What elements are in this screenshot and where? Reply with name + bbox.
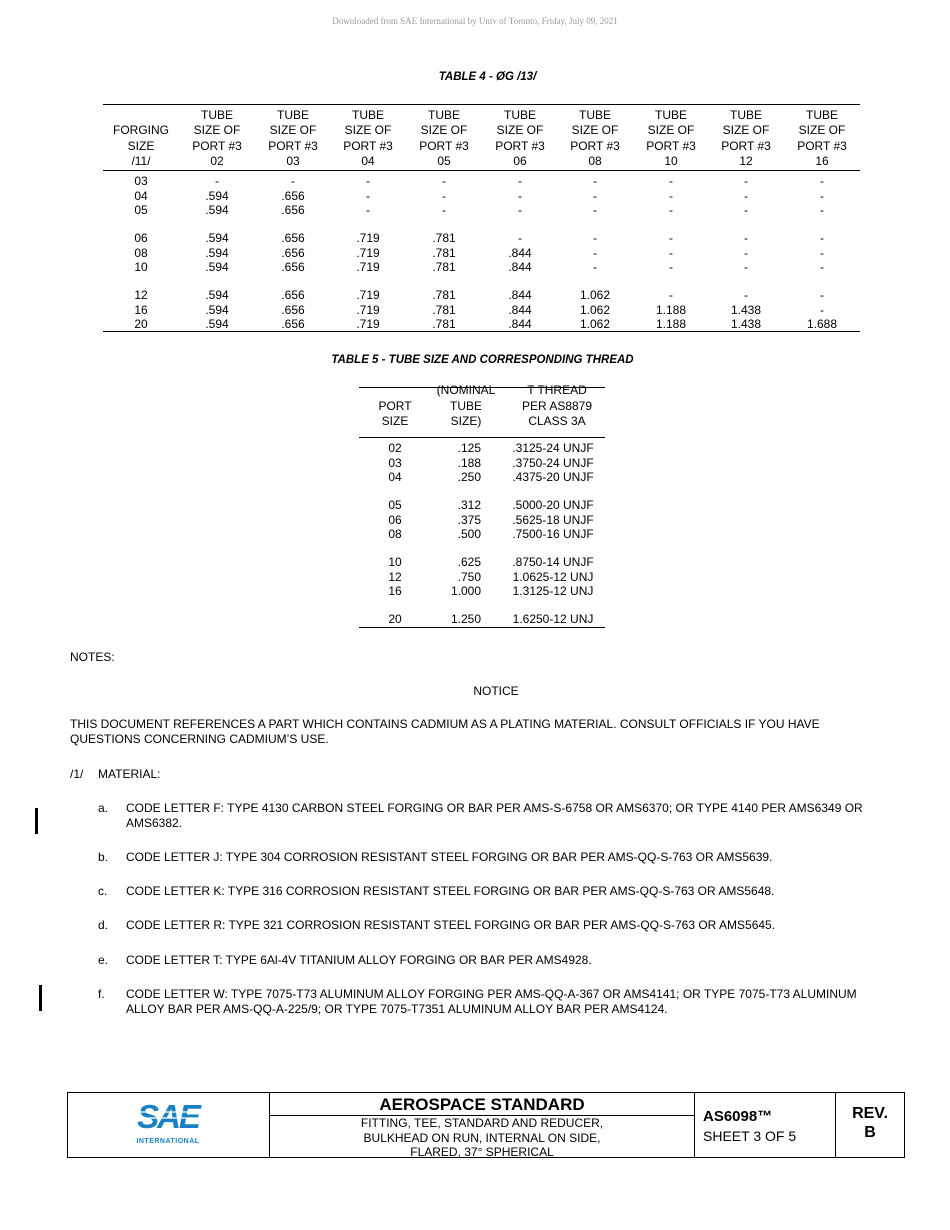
table-cell: -: [215, 174, 219, 188]
table-cell: -: [518, 203, 522, 217]
table-cell: .844: [508, 288, 532, 302]
column-header-tube-size: PORT #3: [570, 138, 620, 153]
column-header-tube-size: SIZE OF: [420, 123, 468, 137]
material-number: /1/: [70, 767, 84, 781]
column-header-tube-size: TUBE: [805, 107, 838, 122]
thread-cell: .3125-24 UNJF: [512, 441, 594, 455]
table-cell: .594: [205, 245, 229, 260]
thread-cell: .7500-16 UNJF: [512, 527, 594, 541]
column-header-tube-size: TUBE: [351, 107, 384, 122]
table-cell: .594: [205, 302, 229, 317]
material-item-letter: f.: [98, 987, 105, 1001]
port-size-cell: 10: [388, 555, 402, 569]
table-cell: -: [366, 174, 370, 188]
table-cell: .719: [356, 245, 380, 260]
material-item-letter: d.: [98, 918, 109, 932]
column-header-tube-size: PORT #3: [268, 138, 318, 153]
table-cell: .656: [281, 245, 305, 260]
table-cell: .781: [432, 302, 456, 317]
column-header-forging-size: FORGING: [113, 123, 169, 137]
table-cell: -: [593, 245, 597, 260]
table-cell: -: [366, 188, 370, 203]
table-cell: -: [669, 245, 673, 260]
column-header-tube-size: 16: [815, 154, 829, 168]
table-cell: .656: [281, 188, 305, 203]
nominal-tube-size-cell: .375: [457, 512, 481, 527]
column-header-tube-size: TUBE: [427, 107, 460, 122]
table-cell: .719: [356, 317, 380, 331]
table-cell: 1.438: [730, 302, 762, 317]
nominal-tube-size-cell: .625: [457, 555, 481, 569]
title-block: [67, 1092, 905, 1158]
port-size-cell: 12: [388, 569, 402, 584]
table-cell: .594: [205, 260, 229, 274]
table-cell: -: [744, 203, 748, 217]
table-cell: 1.062: [579, 317, 611, 331]
column-header-tube-size: PORT #3: [797, 138, 847, 153]
port-size-cell: 04: [388, 470, 402, 484]
material-item-letter: b.: [98, 850, 109, 864]
table-cell: -: [820, 302, 824, 317]
doc-number: AS6098™: [703, 1108, 773, 1125]
table-cell: -: [669, 288, 673, 302]
table-cell: .594: [205, 288, 229, 302]
table-cell: -: [820, 188, 824, 203]
material-item-letter: a.: [98, 801, 109, 815]
table-cell: -: [291, 174, 295, 188]
table-cell: -: [366, 203, 370, 217]
table-cell: -: [820, 245, 824, 260]
table-cell: .719: [356, 302, 380, 317]
table-cell: -: [593, 203, 597, 217]
table-cell: .781: [432, 231, 456, 245]
table-cell: -: [744, 288, 748, 302]
table-cell: .719: [356, 288, 380, 302]
table-cell: -: [593, 260, 597, 274]
forging-size-cell: 16: [134, 302, 148, 317]
table5-header-rule: [359, 437, 605, 438]
column-header-tube-size: SIZE OF: [269, 123, 317, 137]
revision-cell: [836, 1093, 904, 1157]
column-header-tube-size: PORT #3: [721, 138, 771, 153]
table-cell: -: [744, 245, 748, 260]
material-label: MATERIAL:: [98, 767, 161, 781]
table-cell: .781: [432, 288, 456, 302]
notes-heading: NOTES:: [70, 650, 115, 664]
nominal-tube-size-cell: 1.250: [450, 612, 481, 626]
table-cell: 1.688: [806, 317, 838, 331]
column-header-tube-size: PORT #3: [192, 138, 242, 153]
material-item-letter: e.: [98, 953, 109, 967]
table-cell: -: [669, 203, 673, 217]
material-item-text: CODE LETTER W: TYPE 7075-T73 ALUMINUM ALLOY FORGING PER AMS-QQ-A-367 OR AMS4141; OR TYPE 7075-T73 ALUMINUM ALLOY BAR PER AMS-QQ-A-225/9; OR TYPE 7075-T7351 ALUMINUM ALLOY BAR PER AMS4124.: [126, 987, 857, 1016]
notice-text: THIS DOCUMENT REFERENCES A PART WHICH CONTAINS CADMIUM AS A PLATING MATERIAL. CONSULT OFFICIALS IF YOU HAVE QUESTIONS CONCERNING CADMIUM’S USE.: [70, 717, 820, 746]
table-cell: .656: [281, 203, 305, 217]
rev-label: REV.: [852, 1105, 888, 1122]
logo-subtext: INTERNATIONAL: [136, 1138, 200, 1145]
column-header-tube-size: 02: [210, 154, 224, 168]
thread-cell: .5625-18 UNJF: [512, 512, 594, 527]
thread-cell: .5000-20 UNJF: [512, 498, 594, 512]
table-cell: 1.188: [655, 317, 687, 331]
table-cell: .781: [432, 260, 456, 274]
column-header-tube-size: TUBE: [503, 107, 536, 122]
forging-size-cell: 10: [134, 260, 148, 274]
nominal-tube-size-cell: .500: [457, 527, 481, 541]
table-cell: -: [820, 231, 824, 245]
table-cell: .594: [205, 188, 229, 203]
table-cell: -: [744, 188, 748, 203]
table-cell: -: [744, 260, 748, 274]
forging-size-cell: 12: [134, 288, 148, 302]
table-cell: 1.188: [655, 302, 687, 317]
column-header-tube-size: TUBE: [654, 107, 687, 122]
table-cell: .781: [432, 245, 456, 260]
column-header: PER AS8879: [521, 398, 593, 413]
change-bar: [39, 985, 42, 1011]
notice-heading: NOTICE: [473, 684, 519, 698]
table-cell: -: [518, 188, 522, 203]
column-header-tube-size: SIZE OF: [722, 123, 770, 137]
table-cell: .656: [281, 288, 305, 302]
table-cell: .656: [281, 260, 305, 274]
doc-title: FITTING, TEE, STANDARD AND REDUCER, BULKHEAD ON RUN, INTERNAL ON SIDE, FLARED, 37° SPHERICAL: [360, 1116, 604, 1159]
material-item-text: CODE LETTER J: TYPE 304 CORROSION RESISTANT STEEL FORGING OR BAR PER AMS-QQ-S-763 OR AMS5639.: [126, 850, 773, 864]
table-cell: 1.062: [579, 302, 611, 317]
thread-cell: .8750-14 UNJF: [512, 555, 594, 569]
column-header-forging-size: SIZE: [127, 138, 155, 153]
download-watermark: Downloaded from SAE International by Univ of Toronto, Friday, July 09, 2021: [332, 16, 618, 26]
column-header: SIZE: [381, 414, 409, 428]
material-item-text: CODE LETTER K: TYPE 316 CORROSION RESISTANT STEEL FORGING OR BAR PER AMS-QQ-S-763 OR AMS5648.: [126, 884, 775, 898]
forging-size-cell: 04: [134, 188, 148, 203]
column-header-tube-size: PORT #3: [646, 138, 696, 153]
nominal-tube-size-cell: .750: [457, 569, 481, 584]
nominal-tube-size-cell: .250: [457, 470, 481, 484]
table5-bottom-rule: [359, 627, 605, 628]
thread-cell: .4375-20 UNJF: [512, 470, 594, 484]
material-item-text: CODE LETTER F: TYPE 4130 CARBON STEEL FORGING OR BAR PER AMS-S-6758 OR AMS6370; OR TYPE 4140 PER AMS6349 OR AMS6382.: [126, 801, 863, 830]
column-header-tube-size: 05: [437, 154, 451, 168]
table5-title: TABLE 5 - TUBE SIZE AND CORRESPONDING THREAD: [331, 354, 634, 366]
table-cell: -: [518, 231, 522, 245]
column-header-tube-size: PORT #3: [419, 138, 469, 153]
forging-size-cell: 08: [134, 245, 148, 260]
table-cell: -: [669, 231, 673, 245]
port-size-cell: 16: [388, 584, 402, 598]
table-cell: .844: [508, 302, 532, 317]
table-cell: -: [669, 260, 673, 274]
change-bar: [35, 808, 38, 834]
table-cell: -: [820, 203, 824, 217]
table-cell: .781: [432, 317, 456, 331]
column-header: TUBE: [449, 398, 482, 413]
forging-size-cell: 06: [134, 231, 148, 245]
table-cell: .719: [356, 231, 380, 245]
forging-size-cell: 20: [134, 317, 148, 331]
table-cell: -: [820, 288, 824, 302]
table-cell: -: [744, 231, 748, 245]
table-cell: -: [518, 174, 522, 188]
column-header-tube-size: SIZE OF: [647, 123, 695, 137]
column-header-tube-size: SIZE OF: [496, 123, 544, 137]
column-header-tube-size: TUBE: [276, 107, 309, 122]
table-cell: .719: [356, 260, 380, 274]
thread-cell: .3750-24 UNJF: [512, 455, 594, 470]
title-cell: [270, 1093, 695, 1157]
nominal-tube-size-cell: .125: [457, 441, 481, 455]
port-size-cell: 06: [388, 512, 402, 527]
table-cell: -: [442, 203, 446, 217]
column-header-tube-size: SIZE OF: [344, 123, 392, 137]
column-header-tube-size: PORT #3: [495, 138, 545, 153]
material-item-text: CODE LETTER T: TYPE 6Al-4V TITANIUM ALLOY FORGING OR BAR PER AMS4928.: [126, 953, 592, 967]
column-header-tube-size: SIZE OF: [798, 123, 846, 137]
table-cell: .844: [508, 317, 532, 331]
thread-cell: 1.0625-12 UNJ: [512, 569, 594, 584]
table-cell: -: [669, 188, 673, 203]
port-size-cell: 20: [388, 612, 402, 626]
table-cell: .844: [508, 260, 532, 274]
table-cell: -: [744, 174, 748, 188]
logo-cell: [68, 1093, 270, 1157]
column-header-tube-size: TUBE: [578, 107, 611, 122]
forging-size-cell: 03: [134, 174, 148, 188]
sae-logo: [68, 1099, 268, 1145]
table-cell: 1.438: [730, 317, 762, 331]
column-header-tube-size: 03: [286, 154, 300, 168]
standard-type: AEROSPACE STANDARD: [379, 1095, 585, 1114]
table-cell: .594: [205, 203, 229, 217]
thread-cell: 1.3125-12 UNJ: [512, 584, 594, 598]
logo-text: SAE: [137, 1099, 199, 1135]
table-cell: .656: [281, 302, 305, 317]
column-header-tube-size: 12: [739, 154, 753, 168]
table-cell: .656: [281, 317, 305, 331]
table-cell: 1.062: [579, 288, 611, 302]
rev-value: B: [864, 1124, 876, 1141]
column-header-tube-size: 08: [588, 154, 602, 168]
column-header: T THREAD: [527, 383, 587, 397]
column-header-tube-size: 04: [361, 154, 375, 168]
table-cell: -: [669, 174, 673, 188]
sheet-number: SHEET 3 OF 5: [703, 1128, 797, 1144]
column-header-tube-size: SIZE OF: [571, 123, 619, 137]
table-cell: -: [593, 231, 597, 245]
column-header-forging-size: /11/: [131, 154, 151, 168]
port-size-cell: 08: [388, 527, 402, 541]
table-cell: .656: [281, 231, 305, 245]
table4-title: TABLE 4 - ØG /13/: [438, 71, 537, 83]
column-header: SIZE): [450, 414, 482, 428]
column-header-tube-size: TUBE: [200, 107, 233, 122]
nominal-tube-size-cell: .312: [457, 498, 481, 512]
column-header-tube-size: TUBE: [729, 107, 762, 122]
doc-number-cell: [695, 1093, 836, 1157]
column-header-tube-size: 10: [664, 154, 678, 168]
table-cell: .594: [205, 317, 229, 331]
port-size-cell: 02: [388, 441, 402, 455]
column-header-tube-size: SIZE OF: [193, 123, 241, 137]
forging-size-cell: 05: [134, 203, 148, 217]
material-item-letter: c.: [98, 884, 108, 898]
port-size-cell: 03: [388, 455, 402, 470]
table-cell: -: [820, 260, 824, 274]
sae-logo-icon: [133, 1099, 203, 1137]
port-size-cell: 05: [388, 498, 402, 512]
table-cell: -: [442, 188, 446, 203]
nominal-tube-size-cell: .188: [457, 455, 481, 470]
table-cell: .844: [508, 245, 532, 260]
column-header-tube-size: PORT #3: [343, 138, 393, 153]
table-cell: -: [593, 188, 597, 203]
column-header-tube-size: 06: [513, 154, 527, 168]
table-cell: .594: [205, 231, 229, 245]
table-cell: -: [820, 174, 824, 188]
material-item-text: CODE LETTER R: TYPE 321 CORROSION RESISTANT STEEL FORGING OR BAR PER AMS-QQ-S-763 OR AMS5645.: [126, 918, 776, 932]
table-cell: -: [593, 174, 597, 188]
table-cell: -: [442, 174, 446, 188]
nominal-tube-size-cell: 1.000: [450, 584, 481, 598]
column-header: CLASS 3A: [528, 414, 586, 428]
thread-cell: 1.6250-12 UNJ: [512, 612, 594, 626]
column-header: (NOMINAL: [436, 383, 496, 397]
column-header: PORT: [378, 398, 412, 413]
